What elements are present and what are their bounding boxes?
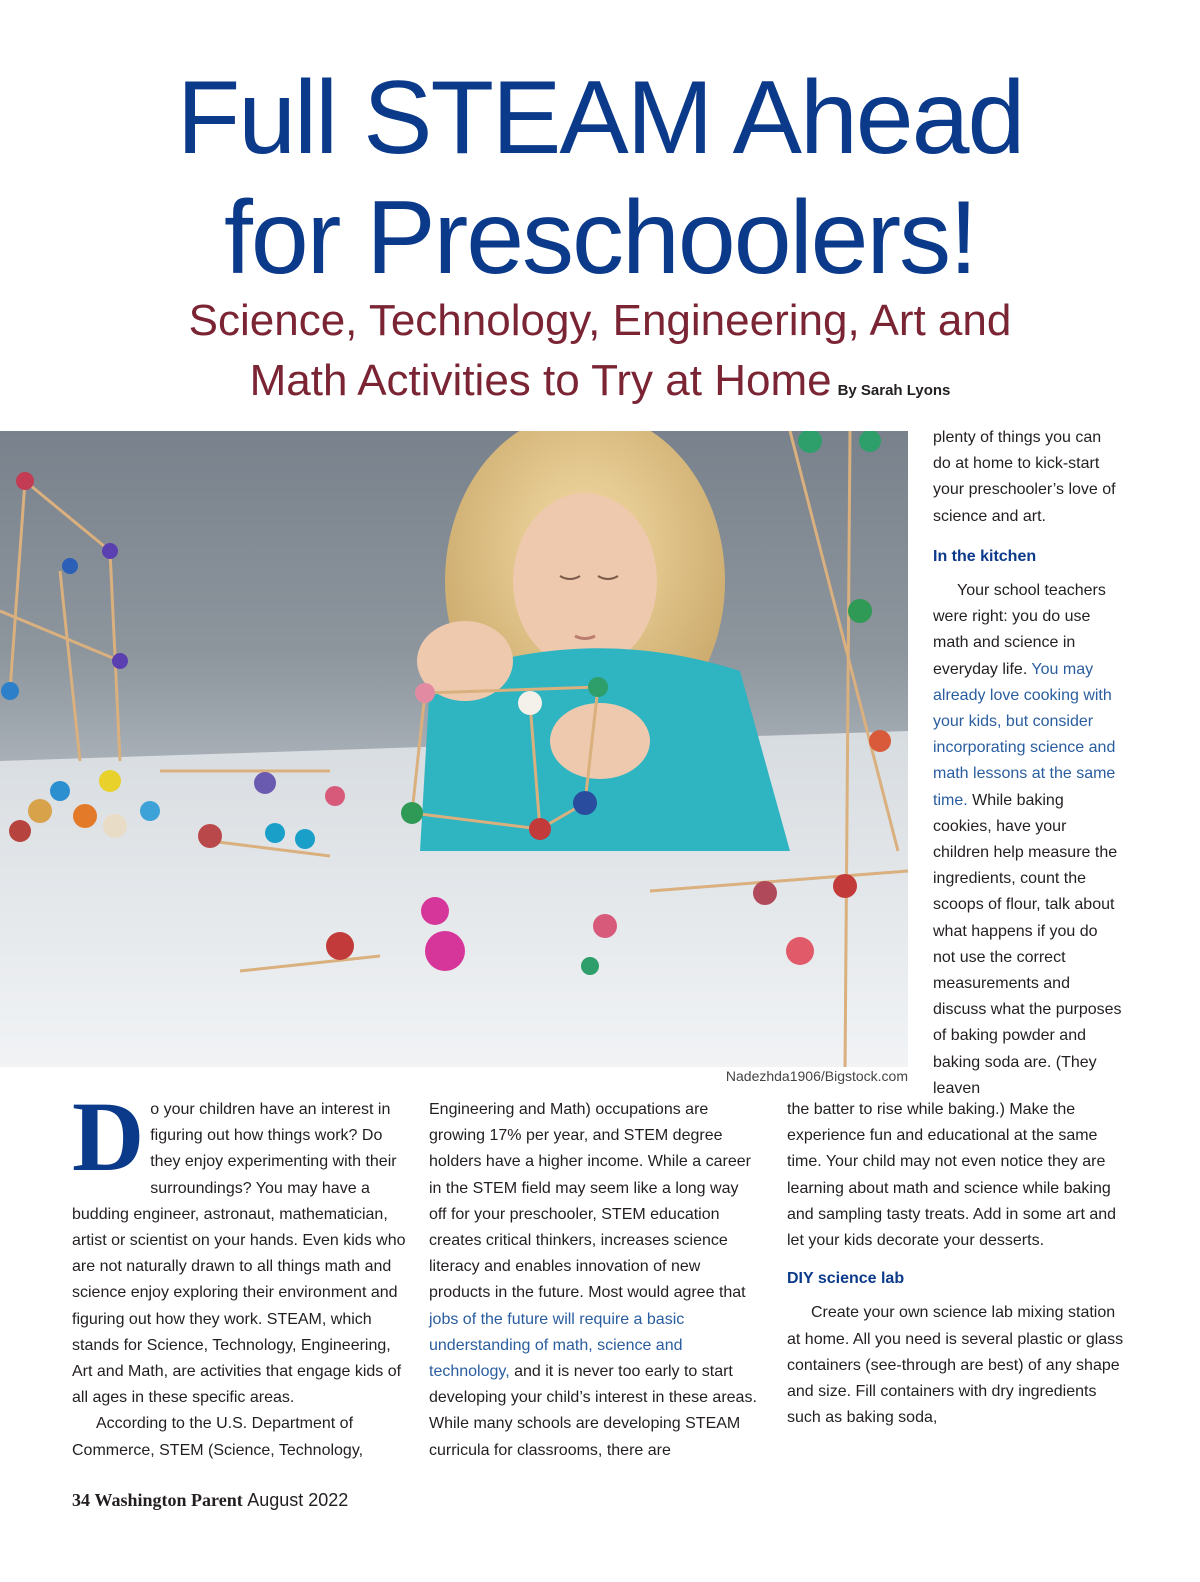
drop-cap: D [72,1081,145,1192]
kitchen-continuation: the batter to rise while baking.) Make the experience fun and educational at the same time. Your child may not even notice they are learning about math and science while baking and sampling tasty treats. Add in some art and let your kids decorate your desserts. [787,1101,1117,1250]
intro-continuation: plenty of things you can do at home to kick-start your preschooler’s love of science and art. [933,429,1116,525]
article-photo [0,431,908,1067]
article-subtitle-line1: Science, Technology, Engineering, Art and [188,296,1012,345]
photo-credit: Nadezhda1906/Bigstock.com [725,1068,908,1084]
article-column-1 [72,1081,412,1464]
issue-date: August 2022 [247,1490,349,1510]
section-heading-science-lab: DIY science lab [787,1270,905,1288]
article-column-2 [429,1097,759,1464]
article-title-line2: for Preschoolers! [223,180,977,296]
byline: By Sarah Lyons [837,382,951,399]
photo-illustration [0,431,908,1067]
science-lab-paragraph: Create your own science lab mixing station at home. All you need is several plastic or glass containers (see-through are best) of any shape and size. Fill containers with dry ingredients such as baking soda, [787,1304,1124,1427]
article-column-3 [787,1097,1127,1431]
jobs-link[interactable]: jobs of the future will require a basic understanding of math, science and technology, [429,1310,685,1381]
kitchen-link[interactable]: You may already love cooking with your kids, but consider incorporating science and math lessons at the same time. [933,660,1116,809]
section-heading-kitchen: In the kitchen [933,547,1037,565]
stem-paragraph [429,1097,759,1464]
kitchen-text-a: Your school teachers were right: you do use math and science in everyday life. [933,582,1106,678]
kitchen-paragraph [933,578,1123,1102]
stem-text-b: and it is never too early to start developing your child’s interest in these areas. While many schools are developing STEAM curricula for classrooms, there are [429,1363,757,1459]
article-subtitle-line2 [0,353,1200,419]
article-title-line1: Full STEAM Ahead [176,60,1024,176]
stem-text-a: Engineering and Math) occupations are growing 17% per year, and STEM degree holders have a higher income. While a career in the STEM field may seem like a long way off for your preschooler, STEM education creates critical thinkers, increases science literacy and enables innovation of new products in the future. Most would agree that [429,1101,751,1302]
opening-paragraph [72,1081,412,1411]
publication-name: Washington Parent [94,1490,243,1510]
article-column-right-top [933,425,1123,1102]
opening-text: o your children have an interest in figuring out how things work? Do they enjoy experimenting with their surroundings? You may have a budding engineer, astronaut, mathematician, artist or scientist on your hands. Even kids who are not naturally drawn to all things math and science enjoy exploring their environment and figuring out how they work. STEAM, which stands for Science, Technology, Engineering, Art and Math, are activities that engage kids of all ages in these specific areas. [72,1101,406,1407]
article-subtitle-line2-text: Math Activities to Try at Home [249,356,832,405]
page-footer [72,1490,348,1511]
kitchen-text-b: While baking cookies, have your children help measure the ingredients, count the scoops of flour, talk about what happens if you do not use the correct measurements and discuss what the purposes of baking powder and baking soda are. (They leaven [933,791,1122,1097]
page-number: 34 [72,1490,90,1510]
commerce-paragraph: According to the U.S. Department of Commerce, STEM (Science, Technology, [72,1415,364,1459]
